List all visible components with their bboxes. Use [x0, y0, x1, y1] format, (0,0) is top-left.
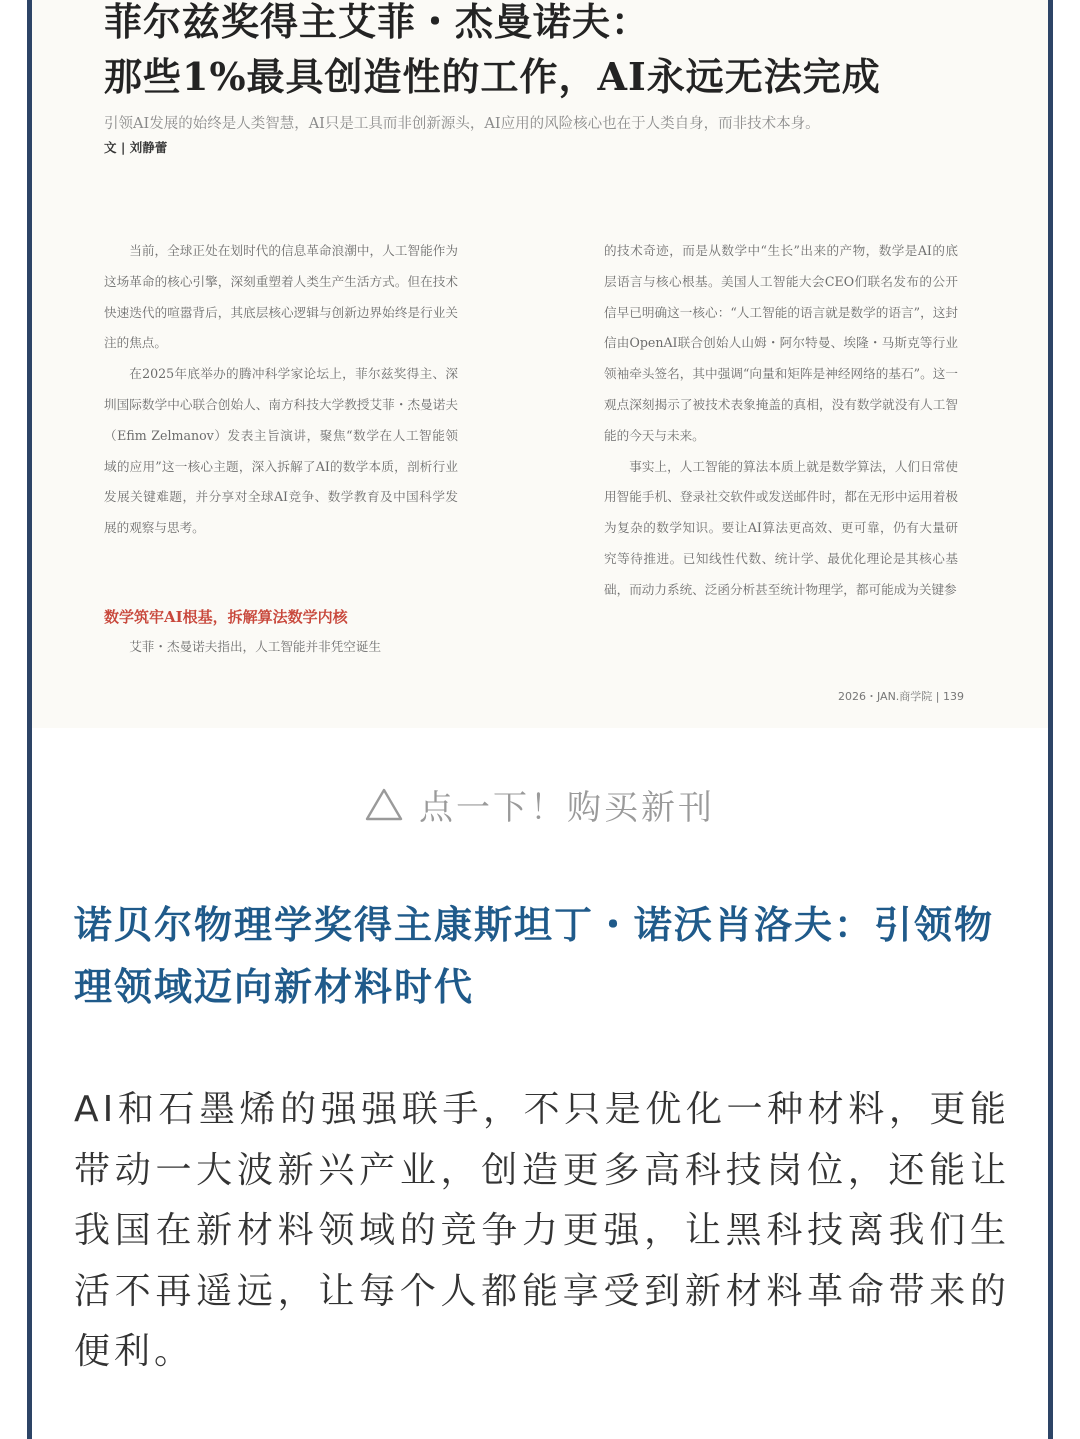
triangle-outline-icon	[365, 787, 403, 821]
magazine-left-column	[104, 236, 458, 544]
magazine-subhead: 数学筑牢AI根基，拆解算法数学内核	[104, 608, 348, 626]
magazine-lead: 引领AI发展的始终是人类智慧，AI只是工具而非创新源头，AI应用的风险核心也在于人类自身，而非技术本身。	[104, 116, 820, 132]
magazine-folio: 2026・JAN.商学院 | 139	[838, 690, 964, 703]
magazine-right-column	[604, 236, 958, 606]
magazine-title-line2: 那些1%最具创造性的工作，AI永远无法完成	[104, 54, 881, 99]
page-border-right	[1048, 0, 1053, 1439]
article-body: AI和石墨烯的强强联手，不只是优化一种材料，更能带动一大波新兴产业，创造更多高科技岗位，还能让我国在新材料领域的竞争力更强，让黑科技离我们生活不再遥远，让每个人都能享受到新材料革命带来的便利。	[74, 1089, 1010, 1372]
buy-new-issue-link[interactable]	[0, 778, 1080, 830]
magazine-paragraph: 在2025年底举办的腾冲科学家论坛上，菲尔兹奖得主、深圳国际数学中心联合创始人、南方科技大学教授艾菲・杰曼诺夫（Efim Zelmanov）发表主旨演讲，聚焦“数学在人工智能领域的应用”这一核心主题，深入拆解了AI的数学本质，剖析行业发展关键难题，并分享对全球AI竞争、数学教育及中国科学发展的观察与思考。	[104, 366, 458, 536]
magazine-paragraph: 当前，全球正处在划时代的信息革命浪潮中，人工智能作为这场革命的核心引擎，深刻重塑着人类生产生活方式。但在技术快速迭代的喧嚣背后，其底层核心逻辑与创新边界始终是行业关注的焦点。	[104, 243, 458, 351]
buy-new-issue-label: 点一下！购买新刊	[419, 787, 715, 828]
magazine-paragraph: 艾菲・杰曼诺夫指出，人工智能并非凭空诞生	[129, 639, 382, 654]
magazine-paragraph: 的技术奇迹，而是从数学中“生长”出来的产物，数学是AI的底层语言与核心根基。美国人工智能大会CEO们联名发布的公开信早已明确这一核心：“人工智能的语言就是数学的语言”，这封信由OpenAI联合创始人山姆・阿尔特曼、埃隆・马斯克等行业领袖牵头签名，其中强调“向量和矩阵是神经网络的基石”。这一观点深刻揭示了被技术表象掩盖的真相，没有数学就没有人工智能的今天与未来。	[604, 243, 958, 443]
magazine-title-line1: 菲尔兹奖得主艾菲・杰曼诺夫：	[104, 0, 651, 44]
magazine-page-image	[32, 0, 1048, 728]
magazine-byline: 文 | 刘静蕾	[104, 140, 168, 155]
article-headline: 诺贝尔物理学奖得主康斯坦丁・诺沃肖洛夫：引领物理领域迈向新材料时代	[74, 903, 995, 1009]
magazine-paragraph: 事实上，人工智能的算法本质上就是数学算法，人们日常使用智能手机、登录社交软件或发送邮件时，都在无形中运用着极为复杂的数学知识。要让AI算法更高效、更可靠，仍有大量研究等待推进。已知线性代数、统计学、最优化理论是其核心基础，而动力系统、泛函分析甚至统计物理学，都可能成为关键参	[604, 458, 958, 597]
